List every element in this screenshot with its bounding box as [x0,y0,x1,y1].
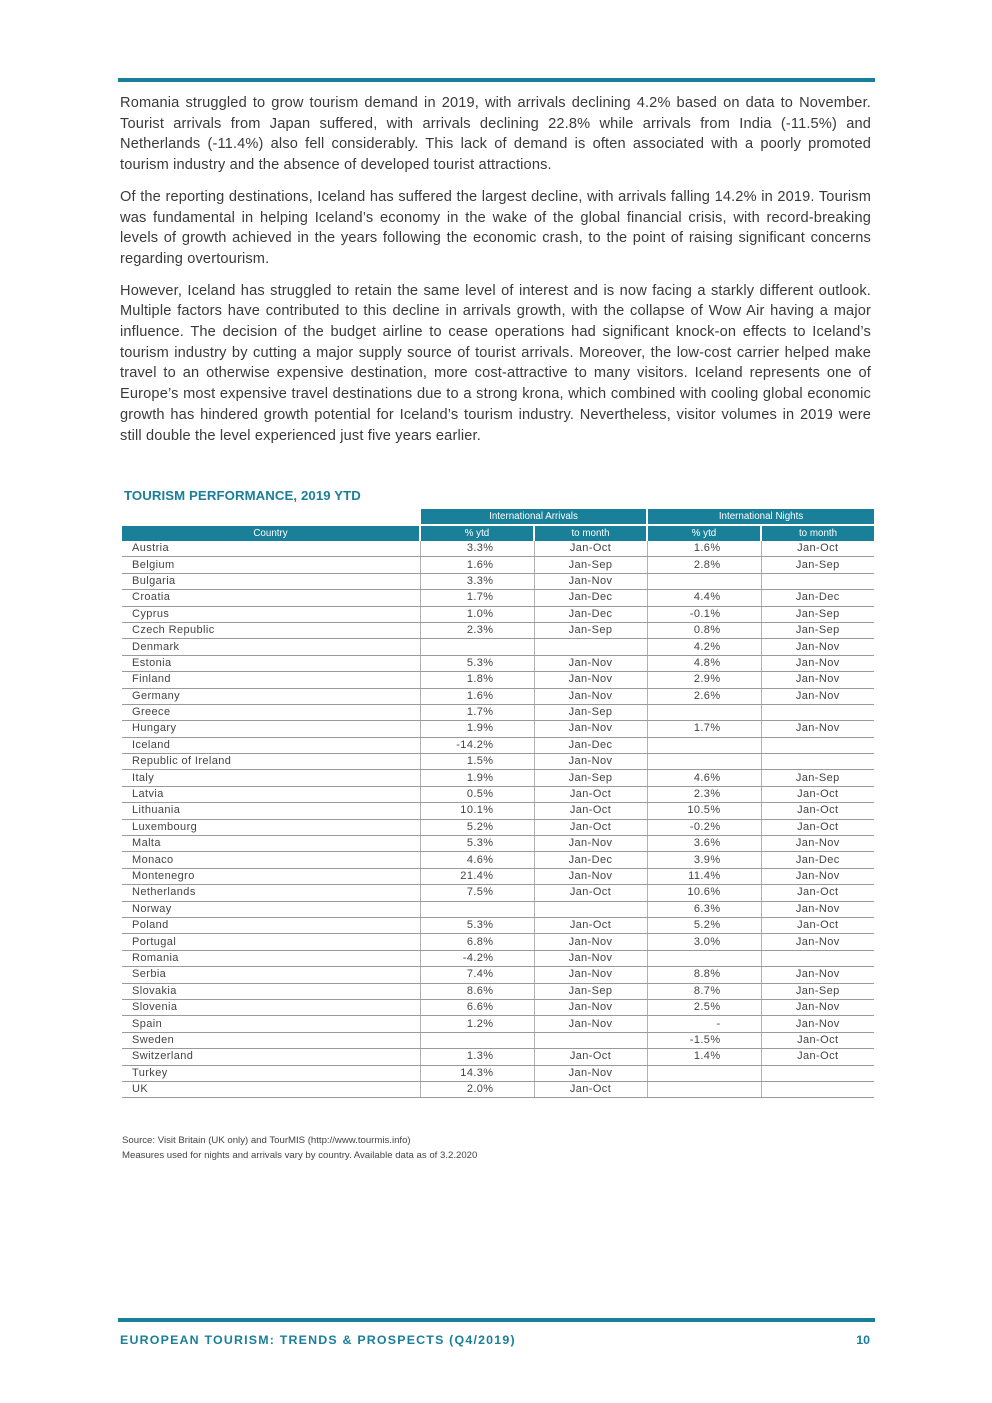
arrivals-month-cell: Jan-Nov [534,573,647,589]
nights-month-cell: Jan-Oct [761,885,874,901]
nights-pct-cell: 5.2% [647,917,761,933]
nights-month-cell: Jan-Oct [761,1049,874,1065]
nights-month-cell: Jan-Dec [761,852,874,868]
table-row [122,868,874,884]
nights-month-cell [761,573,874,589]
table-row [122,1032,874,1048]
nights-month-cell [761,1081,874,1097]
country-cell: Switzerland [122,1049,420,1065]
table-row [122,573,874,589]
tourism-performance-table [122,509,874,1098]
nights-pct-cell [647,737,761,753]
nights-pct-cell [647,1065,761,1081]
country-cell: Bulgaria [122,573,420,589]
table-row [122,819,874,835]
arrivals-month-cell: Jan-Dec [534,590,647,606]
table-body [122,541,874,1098]
arrivals-month-cell: Jan-Nov [534,950,647,966]
arrivals-pct-cell: 1.5% [420,754,534,770]
arrivals-month-cell: Jan-Nov [534,754,647,770]
nights-month-cell: Jan-Oct [761,786,874,802]
table-row [122,950,874,966]
measures-note: Measures used for nights and arrivals vary by country. Available data as of 3.2.2020 [122,1150,478,1161]
nights-pct-cell: 10.5% [647,803,761,819]
country-cell: Luxembourg [122,819,420,835]
nights-month-cell: Jan-Oct [761,819,874,835]
nights-month-cell: Jan-Nov [761,999,874,1015]
nights-pct-cell: - [647,1016,761,1032]
country-cell: Sweden [122,1032,420,1048]
header-arrivals-pct-ytd: % ytd [420,525,534,541]
table-row [122,672,874,688]
nights-month-cell [761,704,874,720]
country-cell: Netherlands [122,885,420,901]
arrivals-pct-cell: 1.8% [420,672,534,688]
table-row [122,622,874,638]
table-row [122,754,874,770]
table-row [122,606,874,622]
table-row [122,541,874,557]
body-text [120,93,871,457]
nights-pct-cell: 1.6% [647,541,761,557]
nights-pct-cell: -0.1% [647,606,761,622]
arrivals-month-cell: Jan-Dec [534,606,647,622]
arrivals-pct-cell: 21.4% [420,868,534,884]
nights-month-cell: Jan-Dec [761,590,874,606]
table-row [122,655,874,671]
arrivals-pct-cell: 5.3% [420,917,534,933]
nights-month-cell: Jan-Sep [761,770,874,786]
nights-pct-cell: 2.3% [647,786,761,802]
arrivals-pct-cell: 3.3% [420,541,534,557]
arrivals-month-cell: Jan-Nov [534,934,647,950]
nights-month-cell [761,1065,874,1081]
arrivals-month-cell: Jan-Nov [534,1016,647,1032]
table-row [122,737,874,753]
source-line: Source: Visit Britain (UK only) and TourMIS (http://www.tourmis.info) [122,1135,411,1146]
table-row [122,721,874,737]
country-cell: Norway [122,901,420,917]
country-cell: Hungary [122,721,420,737]
nights-pct-cell: 1.7% [647,721,761,737]
nights-month-cell: Jan-Sep [761,983,874,999]
table-row [122,885,874,901]
arrivals-month-cell: Jan-Nov [534,967,647,983]
arrivals-month-cell [534,1032,647,1048]
nights-pct-cell: 8.7% [647,983,761,999]
nights-month-cell [761,950,874,966]
nights-month-cell: Jan-Nov [761,934,874,950]
table-row [122,557,874,573]
table-row [122,967,874,983]
country-cell: Cyprus [122,606,420,622]
header-international-arrivals: International Arrivals [420,509,647,525]
nights-pct-cell: 10.6% [647,885,761,901]
table-row [122,983,874,999]
arrivals-pct-cell: 1.6% [420,557,534,573]
country-cell: Germany [122,688,420,704]
arrivals-pct-cell: 6.6% [420,999,534,1015]
nights-month-cell: Jan-Sep [761,606,874,622]
nights-month-cell: Jan-Nov [761,655,874,671]
arrivals-pct-cell: 3.3% [420,573,534,589]
nights-pct-cell: 8.8% [647,967,761,983]
arrivals-pct-cell [420,1032,534,1048]
table-title: TOURISM PERFORMANCE, 2019 YTD [124,488,361,503]
arrivals-month-cell: Jan-Oct [534,541,647,557]
paragraph: Of the reporting destinations, Iceland has suffered the largest decline, with arrivals falling 14.2% in 2019. Tourism was fundamental in helping Iceland’s economy in the wake of the global financial crisis, with record-breaking levels of growth achieved in the years following the economic crash, to the point of raising significant concerns regarding overtourism. [120,188,871,267]
arrivals-month-cell: Jan-Dec [534,737,647,753]
arrivals-pct-cell: 2.3% [420,622,534,638]
country-cell: Montenegro [122,868,420,884]
country-cell: Finland [122,672,420,688]
nights-pct-cell [647,1081,761,1097]
arrivals-pct-cell: 10.1% [420,803,534,819]
nights-month-cell: Jan-Oct [761,541,874,557]
top-rule [118,78,875,82]
nights-pct-cell: -0.2% [647,819,761,835]
arrivals-pct-cell [420,639,534,655]
country-cell: Lithuania [122,803,420,819]
nights-pct-cell: 2.9% [647,672,761,688]
nights-pct-cell: 3.0% [647,934,761,950]
arrivals-pct-cell: 0.5% [420,786,534,802]
arrivals-pct-cell: 1.7% [420,590,534,606]
country-cell: Estonia [122,655,420,671]
nights-pct-cell: -1.5% [647,1032,761,1048]
arrivals-pct-cell: 5.3% [420,836,534,852]
nights-month-cell: Jan-Nov [761,688,874,704]
arrivals-month-cell: Jan-Oct [534,819,647,835]
arrivals-pct-cell: 2.0% [420,1081,534,1097]
country-cell: Denmark [122,639,420,655]
arrivals-month-cell: Jan-Nov [534,721,647,737]
nights-month-cell: Jan-Nov [761,672,874,688]
nights-pct-cell [647,754,761,770]
table-row [122,639,874,655]
footer-title: EUROPEAN TOURISM: TRENDS & PROSPECTS (Q4/2019) [120,1333,516,1347]
arrivals-pct-cell: 4.6% [420,852,534,868]
nights-pct-cell: 6.3% [647,901,761,917]
nights-pct-cell [647,950,761,966]
arrivals-month-cell [534,639,647,655]
country-cell: Malta [122,836,420,852]
table-row [122,786,874,802]
header-nights-to-month: to month [761,525,874,541]
country-cell: Greece [122,704,420,720]
arrivals-month-cell: Jan-Oct [534,1049,647,1065]
country-cell: Portugal [122,934,420,950]
arrivals-month-cell: Jan-Sep [534,704,647,720]
country-cell: Slovakia [122,983,420,999]
nights-month-cell: Jan-Sep [761,557,874,573]
arrivals-month-cell: Jan-Oct [534,786,647,802]
nights-month-cell: Jan-Nov [761,1016,874,1032]
arrivals-pct-cell: 1.9% [420,770,534,786]
nights-pct-cell: 4.4% [647,590,761,606]
arrivals-month-cell: Jan-Sep [534,622,647,638]
paragraph: Romania struggled to grow tourism demand in 2019, with arrivals declining 4.2% based on data to November. Tourist arrivals from Japan suffered, with arrivals declining 22.8% while arrivals from India (-11.5%) and Netherlands (-11.4%) also fell considerably. This lack of demand is often associated with a poorly promoted tourism industry and the absence of developed tourist attractions. [120,95,871,174]
table-row [122,852,874,868]
nights-pct-cell: 11.4% [647,868,761,884]
paragraph: However, Iceland has struggled to retain the same level of interest and is now facing a starkly different outlook. Multiple factors have contributed to this decline in arrivals growth, with the collapse of Wow Air having a major influence. The decision of the budget airline to cease operations had significant knock-on effects to Iceland’s tourism industry by cutting a major supply source of tourist arrivals. Moreover, the low-cost carrier helped make travel to an otherwise expensive destination, more cost-attractive to many visitors. Iceland represents one of Europe’s most expensive travel destinations due to a strong krona, which combined with cooling global economic growth has hindered growth potential for Iceland’s tourism industry. Nevertheless, visitor volumes in 2019 were still double the level experienced just five years earlier. [120,282,871,444]
table-row [122,836,874,852]
table-row [122,688,874,704]
country-cell: Monaco [122,852,420,868]
arrivals-pct-cell [420,901,534,917]
nights-month-cell: Jan-Sep [761,622,874,638]
country-cell: Slovenia [122,999,420,1015]
source-notes [122,1133,477,1163]
arrivals-pct-cell: 8.6% [420,983,534,999]
arrivals-month-cell: Jan-Nov [534,1065,647,1081]
arrivals-month-cell: Jan-Oct [534,885,647,901]
nights-pct-cell: 1.4% [647,1049,761,1065]
arrivals-pct-cell: 7.4% [420,967,534,983]
arrivals-month-cell: Jan-Sep [534,983,647,999]
arrivals-pct-cell: 5.3% [420,655,534,671]
arrivals-pct-cell: 1.2% [420,1016,534,1032]
nights-month-cell: Jan-Nov [761,721,874,737]
arrivals-month-cell [534,901,647,917]
country-cell: Croatia [122,590,420,606]
nights-month-cell: Jan-Nov [761,836,874,852]
country-cell: UK [122,1081,420,1097]
header-country: Country [122,525,420,541]
arrivals-pct-cell: 14.3% [420,1065,534,1081]
country-cell: Czech Republic [122,622,420,638]
nights-month-cell: Jan-Nov [761,967,874,983]
country-cell: Italy [122,770,420,786]
table-row [122,901,874,917]
arrivals-month-cell: Jan-Nov [534,868,647,884]
arrivals-pct-cell: 1.7% [420,704,534,720]
nights-month-cell: Jan-Nov [761,868,874,884]
arrivals-month-cell: Jan-Nov [534,672,647,688]
arrivals-pct-cell: 1.3% [420,1049,534,1065]
nights-month-cell: Jan-Oct [761,803,874,819]
country-cell: Spain [122,1016,420,1032]
arrivals-month-cell: Jan-Oct [534,1081,647,1097]
table-row [122,590,874,606]
nights-pct-cell: 3.9% [647,852,761,868]
arrivals-pct-cell: 5.2% [420,819,534,835]
nights-month-cell: Jan-Nov [761,639,874,655]
arrivals-month-cell: Jan-Sep [534,557,647,573]
arrivals-pct-cell: 7.5% [420,885,534,901]
country-cell: Belgium [122,557,420,573]
nights-pct-cell [647,704,761,720]
arrivals-pct-cell: -14.2% [420,737,534,753]
country-cell: Turkey [122,1065,420,1081]
arrivals-month-cell: Jan-Nov [534,836,647,852]
country-cell: Serbia [122,967,420,983]
table-row [122,1081,874,1097]
arrivals-pct-cell: 1.9% [420,721,534,737]
table-row [122,803,874,819]
nights-month-cell [761,754,874,770]
table-row [122,1049,874,1065]
nights-month-cell: Jan-Oct [761,917,874,933]
country-cell: Romania [122,950,420,966]
header-arrivals-to-month: to month [534,525,647,541]
arrivals-pct-cell: -4.2% [420,950,534,966]
arrivals-pct-cell: 1.6% [420,688,534,704]
country-cell: Republic of Ireland [122,754,420,770]
table-row [122,999,874,1015]
table-row [122,917,874,933]
table-row [122,1065,874,1081]
nights-month-cell [761,737,874,753]
bottom-rule [118,1318,875,1322]
nights-month-cell: Jan-Oct [761,1032,874,1048]
country-cell: Austria [122,541,420,557]
arrivals-pct-cell: 1.0% [420,606,534,622]
table-row [122,934,874,950]
nights-pct-cell: 2.8% [647,557,761,573]
header-international-nights: International Nights [647,509,874,525]
country-cell: Iceland [122,737,420,753]
table-row [122,704,874,720]
page-number: 10 [856,1333,870,1347]
nights-pct-cell: 4.8% [647,655,761,671]
nights-pct-cell: 3.6% [647,836,761,852]
nights-pct-cell: 2.5% [647,999,761,1015]
nights-pct-cell: 4.2% [647,639,761,655]
country-cell: Latvia [122,786,420,802]
arrivals-pct-cell: 6.8% [420,934,534,950]
arrivals-month-cell: Jan-Dec [534,852,647,868]
nights-pct-cell [647,573,761,589]
arrivals-month-cell: Jan-Nov [534,688,647,704]
table-row [122,770,874,786]
arrivals-month-cell: Jan-Oct [534,917,647,933]
table-row [122,1016,874,1032]
arrivals-month-cell: Jan-Nov [534,999,647,1015]
nights-pct-cell: 4.6% [647,770,761,786]
arrivals-month-cell: Jan-Nov [534,655,647,671]
arrivals-month-cell: Jan-Sep [534,770,647,786]
nights-pct-cell: 2.6% [647,688,761,704]
country-cell: Poland [122,917,420,933]
header-nights-pct-ytd: % ytd [647,525,761,541]
header-blank [122,509,420,525]
nights-month-cell: Jan-Nov [761,901,874,917]
arrivals-month-cell: Jan-Oct [534,803,647,819]
nights-pct-cell: 0.8% [647,622,761,638]
